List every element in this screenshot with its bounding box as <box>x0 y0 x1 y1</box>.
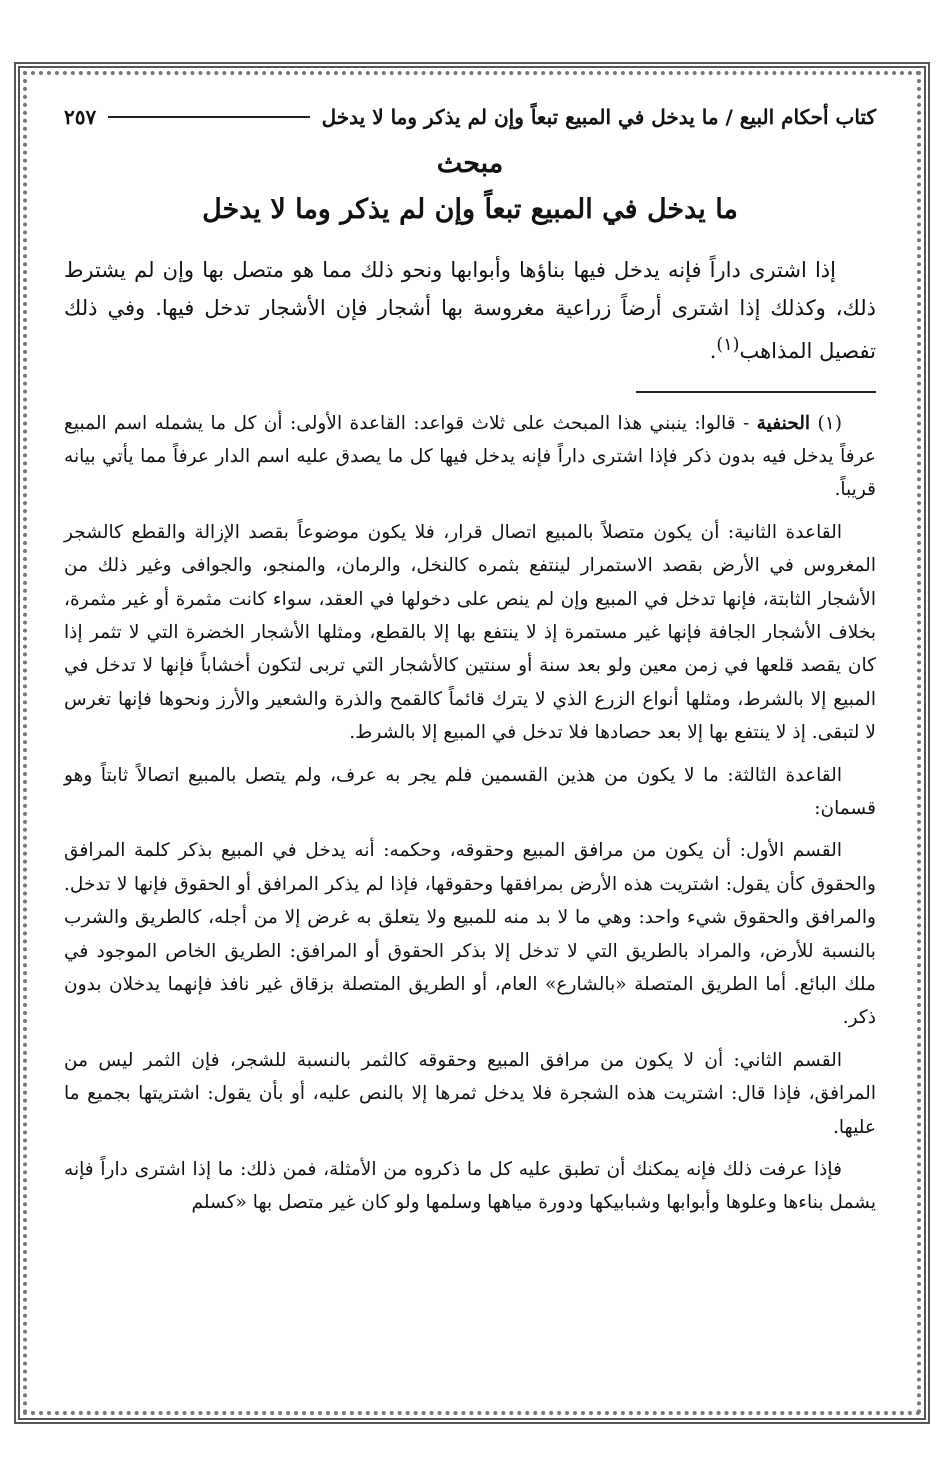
page-content <box>64 100 876 1400</box>
page-number: ٢٥٧ <box>64 105 97 129</box>
running-header <box>64 100 876 134</box>
footnote <box>64 407 876 1220</box>
header-title: كتاب أحكام البيع / ما يدخل في المبيع تبعاً وإن لم يذكر وما لا يدخل <box>321 105 876 129</box>
intro-end: . <box>709 339 717 363</box>
footnote-paragraph-1 <box>64 407 876 507</box>
footnote-paragraph-5: القسم الثاني: أن لا يكون من مرافق المبيع وحقوقه كالثمر بالنسبة للشجر، فإن الثمر ليس من المرافق، فإذا قال: اشتريت هذه الشجرة فلا يدخل ثمرها إلا بالنص عليه، أو بأن يقول: اشتريتها بجميع ما عليها. <box>64 1049 876 1138</box>
section-heading: مبحث <box>436 148 504 179</box>
footnote-number: (١) <box>817 412 842 434</box>
header-rule <box>108 116 309 118</box>
intro-paragraph <box>64 252 876 371</box>
footnote-separator <box>636 391 876 393</box>
intro-text: إذا اشترى داراً فإنه يدخل فيها بناؤها وأبوابها ونحو ذلك مما هو متصل بها وإن لم يشترط ذلك، وكذلك إذا اشترى أرضاً زراعية مغروسة بها أشجار فإن الأشجار تدخل فيها. وفي ذلك تفصيل المذاهب <box>64 258 876 363</box>
footnote-lead: الحنفية <box>756 412 811 434</box>
section-subheading: ما يدخل في المبيع تبعاً وإن لم يذكر وما لا يدخل <box>202 194 738 225</box>
footnote-text-1: - قالوا: ينبني هذا المبحث على ثلاث قواعد: القاعدة الأولى: أن كل ما يشمله اسم المبيع عرفاً يدخل فيه بدون ذكر فإذا اشترى داراً فإنه يدخل فيها كل ما يصدق عليه اسم الدار عرفاً مما يأتي بيانه قريباً. <box>64 412 876 501</box>
footnote-paragraph-3: القاعدة الثالثة: ما لا يكون من هذين القسمين فلم يجر به عرف، ولم يتصل بالمبيع اتصالاً ثابتاً وهو قسمان: <box>64 764 876 819</box>
footnote-reference: (١) <box>716 335 740 355</box>
footnote-paragraph-2: القاعدة الثانية: أن يكون متصلاً بالمبيع اتصال قرار، فلا يكون موضوعاً بقصد الإزالة والقطع كالشجر المغروس في الأرض بقصد الاستمرار لينتفع بثمره كالنخل، والرمان، والمنجو، والجوافى وغير ذلك من الأشجار الثابتة، فإنها تدخل في المبيع وإن لم ينص على دخولها في العقد، سواء كانت مثمرة أو غير مثمرة، بخلاف الأشجار الجافة فإنها غير مستمرة إذ لا ينتفع بها إلا بالقطع، ومثلها الأشجار الخضرة التي لا تثمر إذا كان يقصد قلعها في زمن معين ولو بعد سنة أو سنتين كالأشجار التي تربى لتكون أخشاباً فإنها لا تدخل في المبيع إلا بالشرط، ومثلها أنواع الزرع الذي لا يترك قائماً كالقمح والذرة والشعير والأرز ونحوها فإنها تغرس لا لتبقى. إذ لا ينتفع بها إلا بعد حصادها فلا تدخل في المبيع إلا بالشرط. <box>64 521 876 744</box>
footnote-paragraph-4: القسم الأول: أن يكون من مرافق المبيع وحقوقه، وحكمه: أنه يدخل في المبيع بذكر كلمة المرافق والحقوق كأن يقول: اشتريت هذه الأرض بمرافقها وحقوقها، فإذا لم يذكر المرافق أو الحقوق فإنها لا تدخل. والمرافق والحقوق شيء واحد: وهي ما لا بد منه للمبيع ولا يتعلق به غرض إلا من أجله، كالطريق والشرب بالنسبة للأرض، والمراد بالطريق التي لا تدخل إلا بذكر الحقوق أو المرافق: الطريق الخاص الموجود في ملك البائع. أما الطريق المتصلة «بالشارع» العام، أو الطريق المتصلة بزقاق غير نافذ فإنهما يدخلان بدون ذكر. <box>64 840 876 1029</box>
footnote-paragraph-6: فإذا عرفت ذلك فإنه يمكنك أن تطبق عليه كل ما ذكروه من الأمثلة، فمن ذلك: ما إذا اشترى داراً فإنه يشمل بناءها وعلوها وأبوابها وشبابيكها ودورة مياهها وسلمها ولو كان غير متصل بها «كسلم <box>64 1159 876 1214</box>
